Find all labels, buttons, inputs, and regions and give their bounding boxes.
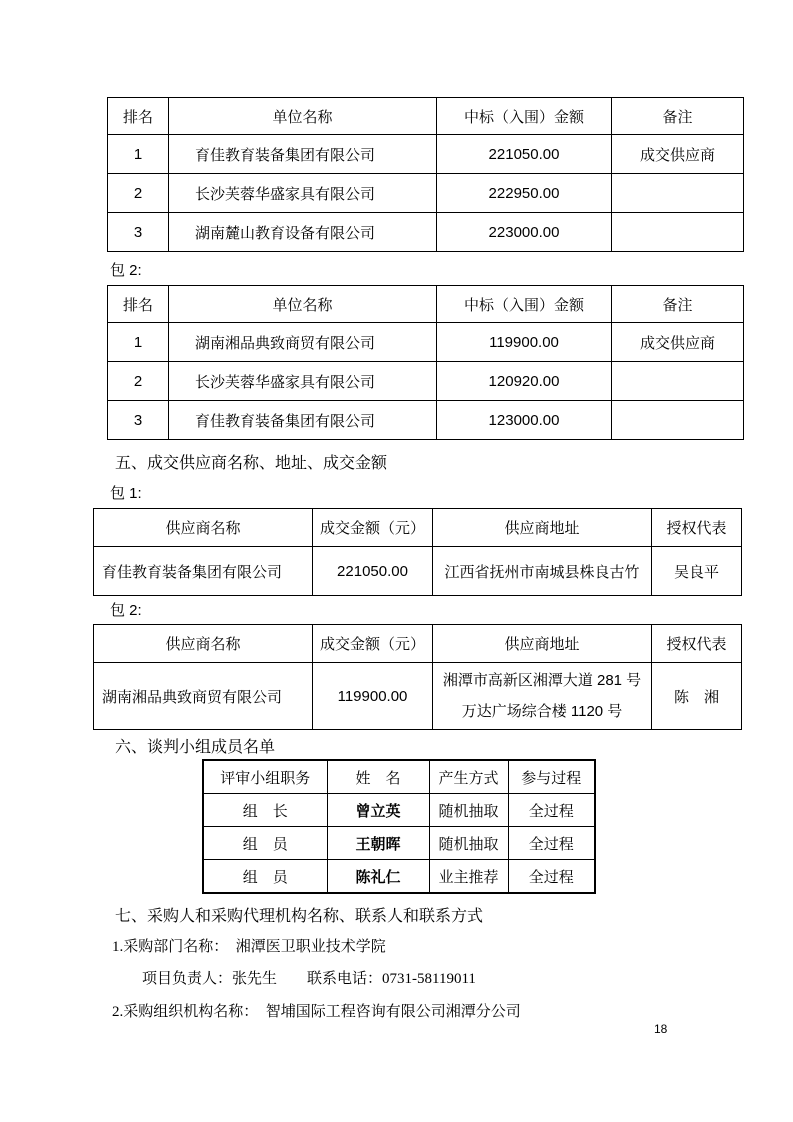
column-header: 授权代表 (652, 625, 742, 663)
table-cell: 全过程 (508, 827, 595, 860)
table-cell: 陈 湘 (652, 663, 742, 730)
table-cell: 组 员 (203, 860, 327, 894)
table-cell: 223000.00 (437, 213, 612, 252)
table-cell: 119900.00 (313, 663, 433, 730)
section7-heading: 七、采购人和采购代理机构名称、联系人和联系方式 (115, 908, 484, 925)
column-header: 中标（入围）金额 (437, 286, 612, 323)
table-cell: 江西省抚州市南城县株良古竹 (433, 547, 652, 596)
table-row (108, 401, 744, 440)
header-row (94, 625, 742, 663)
table-row (108, 135, 744, 174)
table-row (203, 794, 595, 827)
table-cell: 1 (108, 135, 169, 174)
table-cell: 曾立英 (327, 794, 429, 827)
supplier-table-package1 (93, 508, 742, 596)
section6-heading: 六、谈判小组成员名单 (115, 739, 276, 756)
table-cell: 2 (108, 174, 169, 213)
column-header: 成交金额（元） (313, 509, 433, 547)
table-cell: 221050.00 (437, 135, 612, 174)
table-row (108, 323, 744, 362)
table-cell: 3 (108, 401, 169, 440)
table-cell: 222950.00 (437, 174, 612, 213)
table-cell (612, 213, 744, 252)
table-cell: 湖南湘品典致商贸有限公司 (169, 323, 437, 362)
column-header: 排名 (108, 98, 169, 135)
table-cell: 119900.00 (437, 323, 612, 362)
table-cell: 成交供应商 (612, 135, 744, 174)
table-cell: 120920.00 (437, 362, 612, 401)
table-cell: 成交供应商 (612, 323, 744, 362)
negotiation-panel-table (202, 759, 596, 894)
header-row (94, 509, 742, 547)
section5-package2-label: 包 2: (110, 602, 142, 619)
table-cell: 育佳教育装备集团有限公司 (94, 547, 313, 596)
table-cell: 长沙芙蓉华盛家具有限公司 (169, 362, 437, 401)
column-header: 中标（入围）金额 (437, 98, 612, 135)
table-cell: 业主推荐 (429, 860, 508, 894)
header-row (108, 286, 744, 323)
table-cell: 123000.00 (437, 401, 612, 440)
table-cell (612, 401, 744, 440)
supplier-table-package2 (93, 624, 742, 730)
column-header: 参与过程 (508, 760, 595, 794)
table-row (108, 362, 744, 401)
table-row (108, 174, 744, 213)
column-header: 供应商地址 (433, 625, 652, 663)
column-header: 产生方式 (429, 760, 508, 794)
table-cell: 随机抽取 (429, 794, 508, 827)
table-cell: 随机抽取 (429, 827, 508, 860)
column-header: 备注 (612, 286, 744, 323)
table-cell: 组 员 (203, 827, 327, 860)
table-cell: 2 (108, 362, 169, 401)
table-cell: 全过程 (508, 860, 595, 894)
table-row (203, 827, 595, 860)
column-header: 评审小组职务 (203, 760, 327, 794)
table-cell: 221050.00 (313, 547, 433, 596)
column-header: 排名 (108, 286, 169, 323)
table-cell: 湘潭市高新区湘潭大道 281 号万达广场综合楼 1120 号 (433, 663, 652, 730)
section5-package1-label: 包 1: (110, 485, 142, 502)
page-number: 18 (654, 1022, 668, 1036)
table-cell: 湖南湘品典致商贸有限公司 (94, 663, 313, 730)
column-header: 供应商名称 (94, 625, 313, 663)
column-header: 单位名称 (169, 98, 437, 135)
column-header: 供应商地址 (433, 509, 652, 547)
table-cell: 3 (108, 213, 169, 252)
column-header: 授权代表 (652, 509, 742, 547)
table-cell: 组 长 (203, 794, 327, 827)
column-header: 姓 名 (327, 760, 429, 794)
column-header: 成交金额（元） (313, 625, 433, 663)
header-row (108, 98, 744, 135)
rank-table-package2 (107, 285, 744, 440)
table-cell: 育佳教育装备集团有限公司 (169, 401, 437, 440)
table-cell: 湖南麓山教育设备有限公司 (169, 213, 437, 252)
table-cell: 吴良平 (652, 547, 742, 596)
table-cell (612, 174, 744, 213)
table-row (108, 213, 744, 252)
table-cell: 王朝晖 (327, 827, 429, 860)
table-cell: 育佳教育装备集团有限公司 (169, 135, 437, 174)
rank-table-package1 (107, 97, 744, 252)
column-header: 备注 (612, 98, 744, 135)
purchaser-contact-line: 项目负责人：张先生 联系电话：0731-58119011 (142, 971, 476, 987)
column-header: 供应商名称 (94, 509, 313, 547)
table-row (94, 547, 742, 596)
package2-label: 包 2: (110, 262, 142, 279)
table-cell: 长沙芙蓉华盛家具有限公司 (169, 174, 437, 213)
table-cell: 陈礼仁 (327, 860, 429, 894)
agency-name-line: 2.采购组织机构名称： 智埔国际工程咨询有限公司湘潭分公司 (112, 1004, 521, 1020)
table-cell (612, 362, 744, 401)
table-row (94, 663, 742, 730)
column-header: 单位名称 (169, 286, 437, 323)
section5-heading: 五、成交供应商名称、地址、成交金额 (115, 455, 388, 472)
table-cell: 1 (108, 323, 169, 362)
table-row (203, 860, 595, 894)
table-cell: 全过程 (508, 794, 595, 827)
header-row (203, 760, 595, 794)
purchaser-name-line: 1.采购部门名称： 湘潭医卫职业技术学院 (112, 939, 386, 955)
